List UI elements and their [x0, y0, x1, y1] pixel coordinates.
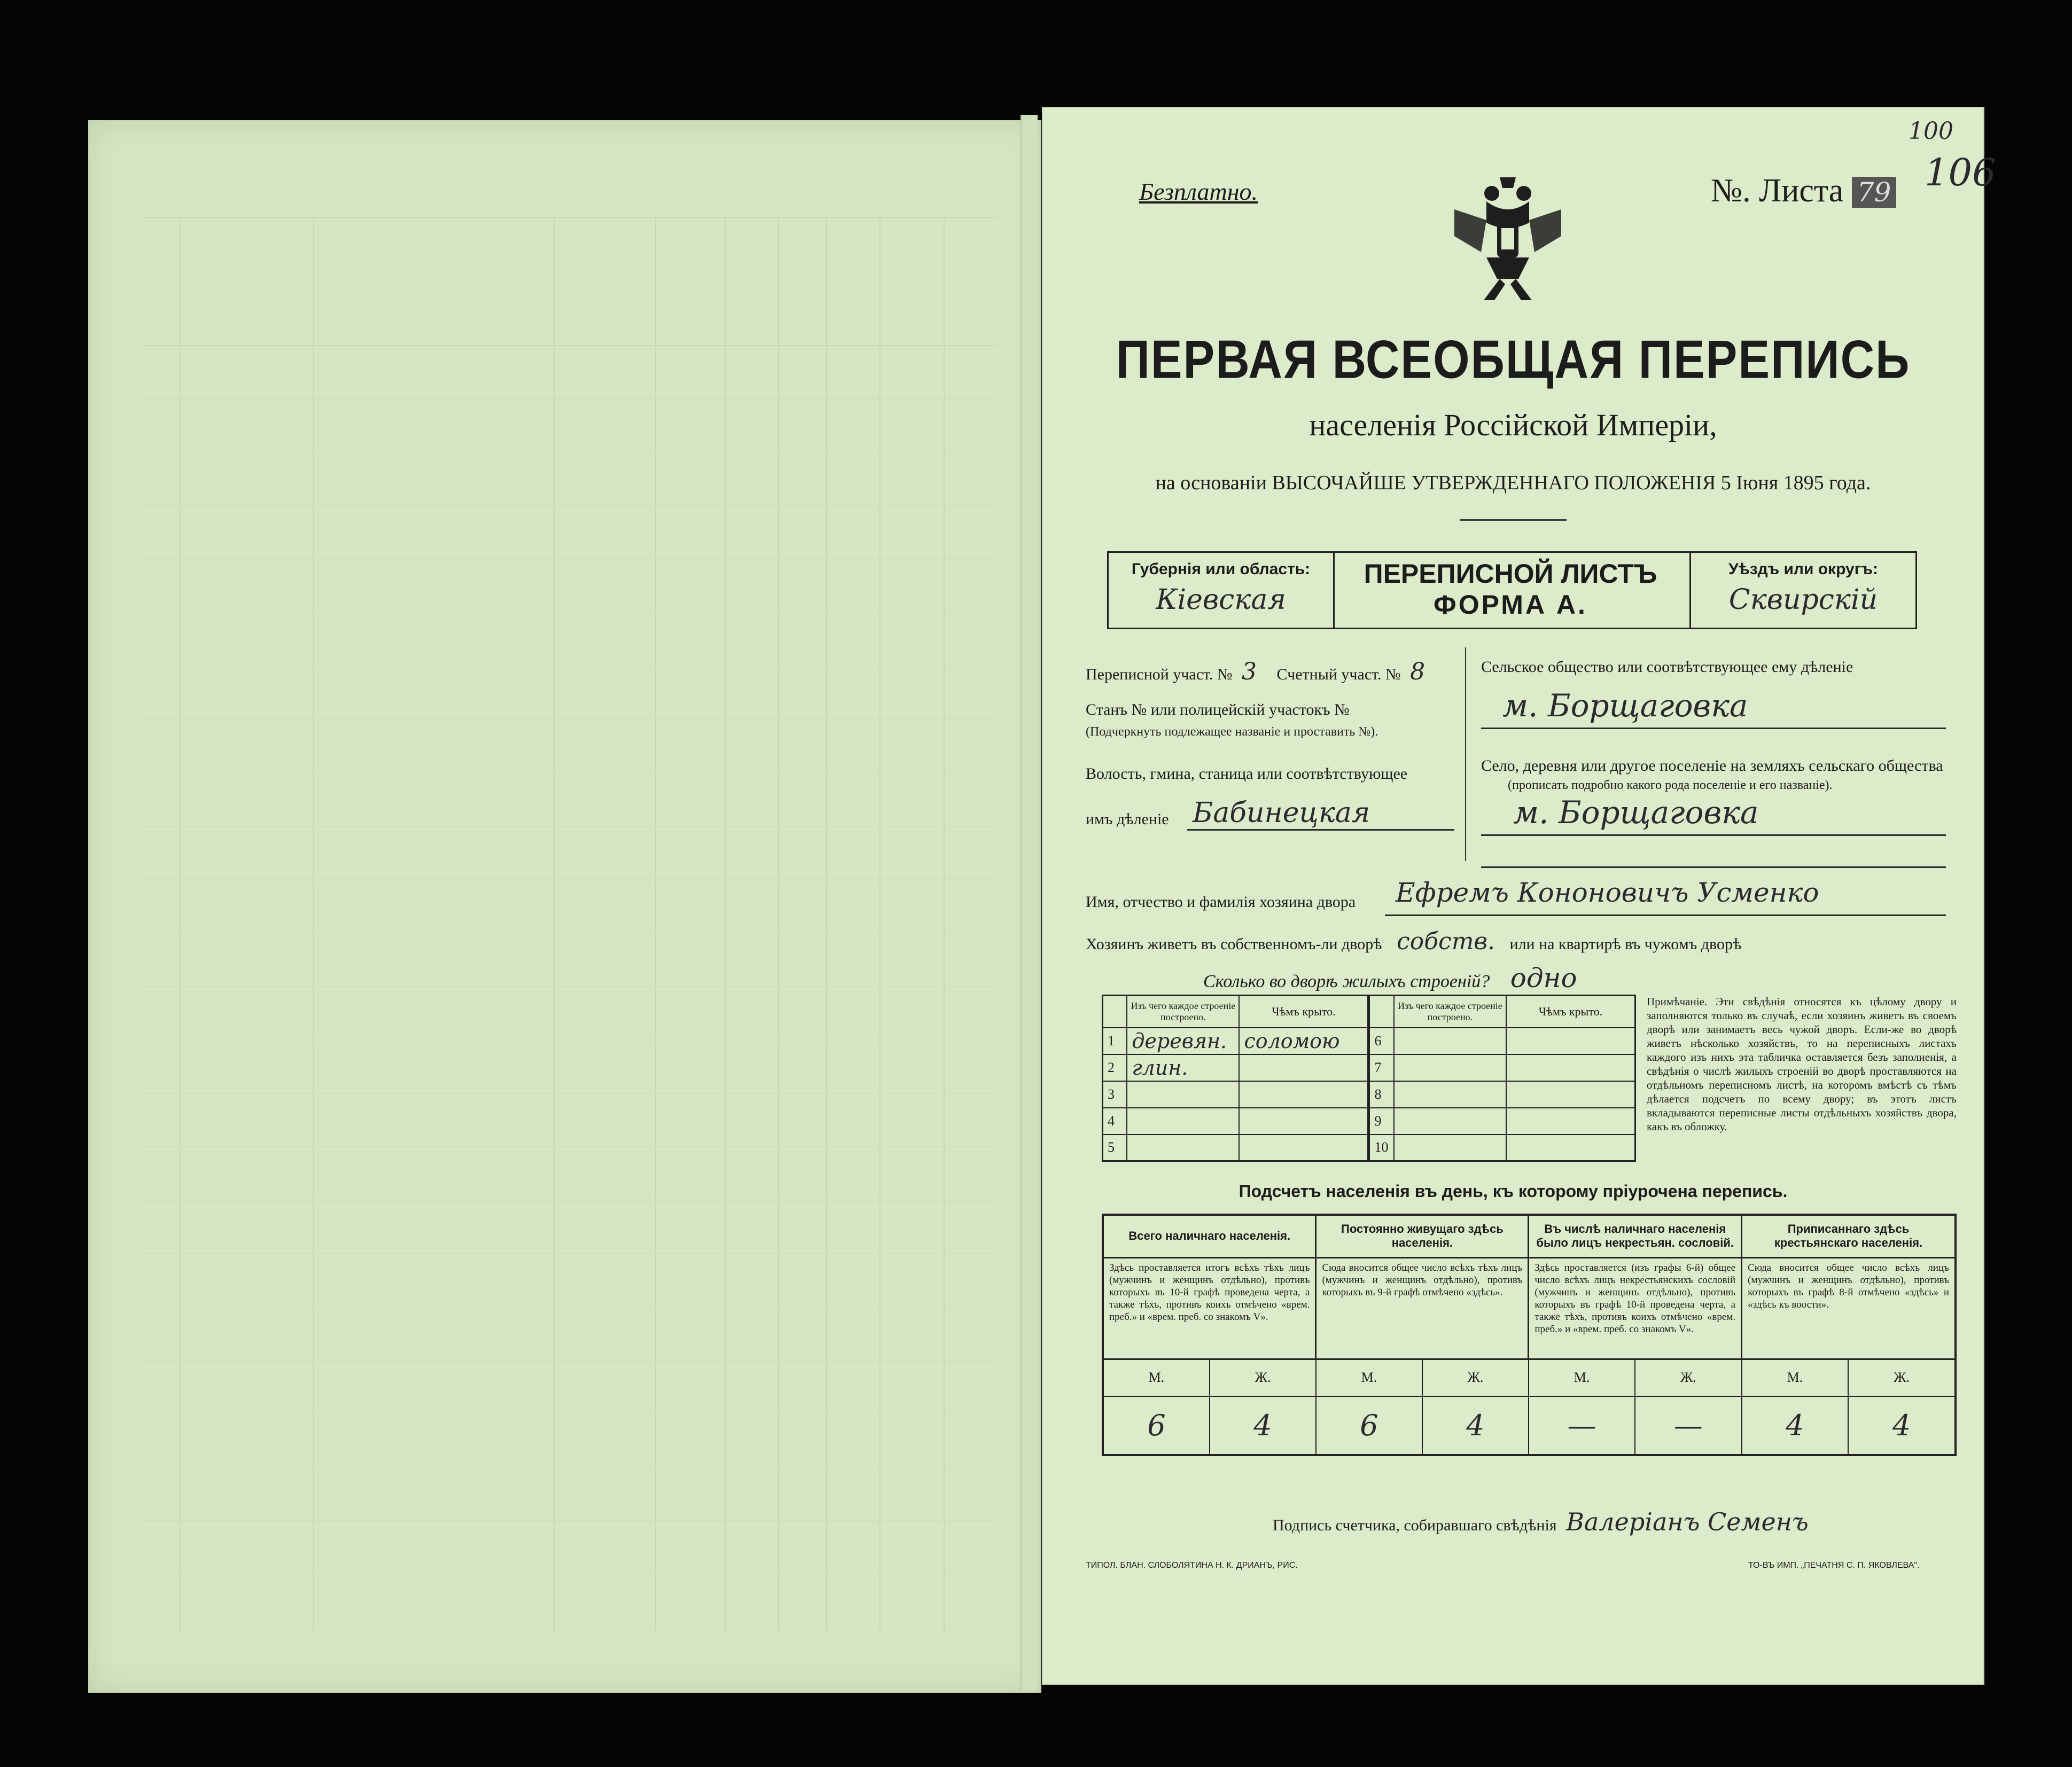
- form-title-line1: ПЕРЕПИСНОЙ ЛИСТЪ: [1364, 559, 1657, 589]
- male-count: 6: [1103, 1396, 1210, 1455]
- row-number: 4: [1103, 1108, 1127, 1135]
- census-form-page: [1042, 107, 1996, 1685]
- building-material: [1394, 1108, 1506, 1135]
- corner-note-1: 100: [1909, 118, 1953, 145]
- stan-field: Станъ № или полицейскій участокъ №: [1086, 701, 1350, 718]
- buildings-row: [1103, 1135, 1635, 1161]
- society-field-label: Сельское общество или соотвѣтствующее ему дѣленіе: [1481, 658, 1853, 676]
- province-label: Губернія или область:: [1131, 560, 1311, 578]
- district-value: Сквирскій: [1728, 584, 1878, 616]
- buildings-col-material-2: Изъ чего каждое строеніе построено.: [1394, 996, 1506, 1028]
- female-label: Ж.: [1422, 1359, 1529, 1396]
- volost-value: Бабинецкая: [1193, 797, 1370, 829]
- building-material: [1127, 1135, 1239, 1161]
- buildings-row: [1103, 1081, 1635, 1108]
- building-material: [1394, 1135, 1506, 1161]
- owner-value: Ефремъ Кононовичъ Усменко: [1396, 877, 1819, 908]
- female-count: 4: [1210, 1396, 1316, 1455]
- corner-note-2: 106: [1925, 151, 1996, 194]
- population-col-description: Сюда вносится общее число всѣхъ тѣхъ лицъ (мужчинъ и женщинъ отдѣльно), противъ которыхъ въ 9-й графѣ отмѣчено «здѣсь».: [1316, 1257, 1529, 1359]
- building-roof: [1239, 1135, 1369, 1161]
- population-col-header: Приписаннаго здѣсь крестьянскаго населенія.: [1742, 1215, 1956, 1257]
- male-count: —: [1529, 1396, 1635, 1455]
- village-field-label: Село, деревня или другое поселеніе на земляхъ сельскаго общества: [1481, 757, 1943, 775]
- row-number: 10: [1369, 1135, 1394, 1161]
- female-count: 4: [1422, 1396, 1529, 1455]
- province-box: [1107, 551, 1335, 629]
- building-roof: [1239, 1054, 1369, 1081]
- row-number: 8: [1369, 1081, 1394, 1108]
- buildings-col-roof: Чѣмъ крыто.: [1239, 996, 1369, 1028]
- population-col-description: Здѣсь проставляется (изъ графы 6-й) общее число всѣхъ лицъ некрестьянскихъ сословій (мужчинъ и женщинъ отдѣльно), противъ которыхъ въ графѣ 10-й проведена черта, а также тѣхъ, противъ коихъ отмѣчено «врем. преб.» и «врем. преб. со знакомъ V».: [1529, 1257, 1742, 1359]
- female-label: Ж.: [1635, 1359, 1741, 1396]
- building-material: [1127, 1108, 1239, 1135]
- society-value: м. Борщаговка: [1502, 687, 1748, 724]
- buildings-row: [1103, 1108, 1635, 1135]
- buildings-row: [1103, 1028, 1635, 1054]
- column-divider: [1465, 647, 1466, 861]
- residence-field: Хозяинъ живетъ въ собственномъ-ли дворѣ собств. или на квартирѣ въ чужомъ дворѣ: [1086, 928, 1742, 955]
- village-note: (прописать подробно какого рода поселеніе и его названіе).: [1508, 778, 1833, 792]
- left-page-faint-grid: [89, 121, 1040, 1692]
- building-material: [1394, 1081, 1506, 1108]
- building-roof: [1506, 1054, 1635, 1081]
- census-section-field: Переписной участ. № 3 Счетный участ. № 8: [1086, 658, 1426, 685]
- population-caption: Подсчетъ населенія въ день, къ которому пріурочена перепись.: [1238, 1182, 1788, 1201]
- population-col-header: Постоянно живущаго здѣсь населенія.: [1316, 1215, 1529, 1257]
- row-number: 3: [1103, 1081, 1127, 1108]
- population-table: [1102, 1214, 1957, 1456]
- village-value: м. Борщаговка: [1513, 794, 1759, 831]
- row-number: 7: [1369, 1054, 1394, 1081]
- residence-value: собств.: [1397, 928, 1495, 955]
- buildings-note: Примѣчаніе. Эти свѣдѣнія относятся къ цѣлому двору и заполняются только въ случаѣ, если хозяинъ живетъ въ своемъ дворѣ или занимаетъ весь чужой дворъ. Если-же во дворѣ живетъ нѣсколько хозяйствъ, то на переписныхъ листахъ каждого изъ нихъ эта табличка оставляется безъ заполненія, а свѣдѣнія о числѣ жилыхъ строеній во дворѣ проставляются на отдѣльномъ переписномъ листѣ, на которомъ вмѣстѣ съ тѣмъ дѣлается подсчетъ по всему двору; въ этотъ листъ вкладываются переписные листы отдѣльныхъ хозяйствъ двора, какъ въ обложку.: [1647, 995, 1957, 1133]
- population-col-description: Здѣсь проставляется итогъ всѣхъ тѣхъ лицъ (мужчинъ и женщинъ отдѣльно), противъ которыхъ въ 10-й графѣ проведена черта, а также тѣхъ, противъ коихъ отмѣчено «врем. преб.» и «врем. преб. со знакомъ V».: [1103, 1257, 1316, 1359]
- sheet-number: [1711, 172, 1896, 210]
- building-material: деревян.: [1127, 1028, 1239, 1054]
- free-label: Безплатно.: [1139, 178, 1258, 205]
- male-label: М.: [1529, 1359, 1635, 1396]
- building-roof: [1506, 1108, 1635, 1135]
- village-underline: [1481, 834, 1946, 836]
- volost-underline: [1187, 829, 1454, 831]
- owner-underline: [1385, 914, 1946, 916]
- signature-field: [1273, 1507, 1809, 1536]
- village-underline-2: [1481, 866, 1946, 868]
- imprint-left: ТИПОЛ. БЛАН. СЛОБОЛЯТИНА Н. К. ДРИАНЪ, РИС.: [1086, 1561, 1298, 1570]
- buildings-field: Сколько во дворѣ жилыхъ строеній? одно: [1203, 963, 1577, 994]
- buildings-table: [1102, 995, 1636, 1162]
- female-label: Ж.: [1848, 1359, 1956, 1396]
- population-col-header: Всего наличнаго населенія.: [1103, 1215, 1316, 1257]
- building-roof: [1506, 1135, 1635, 1161]
- row-number: 2: [1103, 1054, 1127, 1081]
- buildings-col-material: Изъ чего каждое строеніе построено.: [1127, 996, 1239, 1028]
- district-label: Уѣздъ или округъ:: [1728, 560, 1879, 578]
- province-value: Кіевская: [1156, 584, 1286, 616]
- row-number: 9: [1369, 1108, 1394, 1135]
- buildings-row: [1103, 1054, 1635, 1081]
- row-number: 6: [1369, 1028, 1394, 1054]
- district-box: [1689, 551, 1917, 629]
- census-section-value: 3: [1242, 658, 1257, 685]
- population-col-description: Сюда вносится общее число всѣхъ лицъ (мужчинъ и женщинъ отдѣльно), противъ которыхъ въ графѣ 8-й отмѣчено «здѣсь» и «здѣсь къ воости».: [1742, 1257, 1956, 1359]
- building-material: [1394, 1028, 1506, 1054]
- building-material: [1127, 1081, 1239, 1108]
- male-label: М.: [1103, 1359, 1210, 1396]
- society-underline: [1481, 728, 1946, 729]
- building-roof: [1506, 1081, 1635, 1108]
- stan-note: (Подчеркнуть подлежащее названіе и проставить №).: [1086, 725, 1378, 739]
- female-label: Ж.: [1210, 1359, 1316, 1396]
- building-material: глин.: [1127, 1054, 1239, 1081]
- building-roof: [1239, 1108, 1369, 1135]
- male-count: 6: [1316, 1396, 1422, 1455]
- form-title-box: [1331, 551, 1689, 629]
- buildings-col-roof-2: Чѣмъ крыто.: [1506, 996, 1635, 1028]
- row-number: 5: [1103, 1135, 1127, 1161]
- male-label: М.: [1316, 1359, 1422, 1396]
- volost-field-label: Волость, гмина, станица или соотвѣтствующее: [1086, 765, 1408, 783]
- building-roof: [1506, 1028, 1635, 1054]
- imprint-right: ТО-ВЪ ИМП. „ПЕЧАТНЯ С. П. ЯКОВЛЕВА".: [1748, 1561, 1920, 1570]
- building-material: [1394, 1054, 1506, 1081]
- form-legal-basis: на основаніи ВЫСОЧАЙШЕ УТВЕРЖДЕННАГО ПОЛОЖЕНІЯ 5 Іюня 1895 года.: [1155, 472, 1871, 494]
- signature-value: Валеріанъ Семенъ: [1566, 1507, 1809, 1536]
- building-roof: [1239, 1081, 1369, 1108]
- female-count: —: [1635, 1396, 1741, 1455]
- male-label: М.: [1742, 1359, 1849, 1396]
- male-count: 4: [1742, 1396, 1849, 1455]
- form-title-line2: ФОРМА А.: [1434, 590, 1587, 620]
- signature-label: Подпись счетчика, собиравшаго свѣдѣнія: [1273, 1516, 1557, 1534]
- counting-section-value: 8: [1410, 658, 1426, 685]
- page-stack-edge: [1021, 115, 1038, 1691]
- sheet-number-label: №. Листа: [1711, 173, 1844, 209]
- imperial-eagle-emblem: [1449, 172, 1567, 306]
- female-count: 4: [1848, 1396, 1956, 1455]
- population-col-header: Въ числѣ наличнаго населенія было лицъ некрестьян. сословій.: [1529, 1215, 1742, 1257]
- form-main-title: ПЕРВАЯ ВСЕОБЩАЯ ПЕРЕПИСЬ: [1116, 329, 1911, 390]
- volost-field-label2: имъ дѣленіе: [1086, 810, 1169, 828]
- left-page: [88, 120, 1041, 1693]
- sheet-number-value: 79: [1852, 177, 1897, 208]
- form-subtitle: населенія Россійской Имперіи,: [1309, 408, 1717, 442]
- row-number: 1: [1103, 1028, 1127, 1054]
- ornament-divider: [1460, 519, 1567, 521]
- owner-field-label: Имя, отчество и фамилія хозяина двора: [1086, 893, 1356, 911]
- building-roof: соломою: [1239, 1028, 1369, 1054]
- buildings-value: одно: [1510, 963, 1577, 994]
